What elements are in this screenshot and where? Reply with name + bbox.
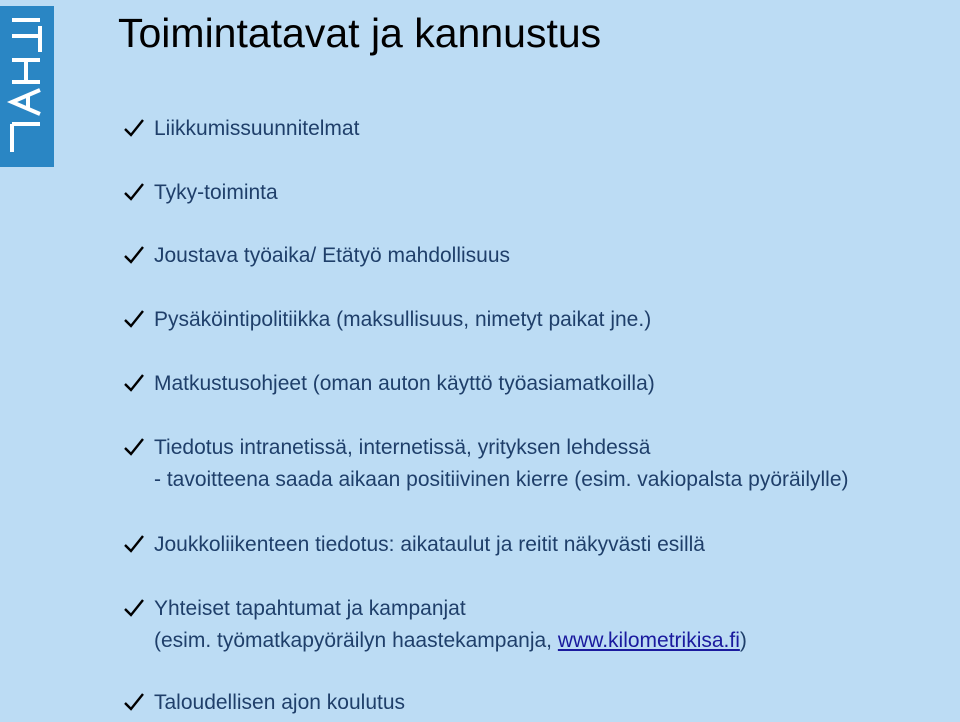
list-item-text: Matkustusohjeet (oman auton käyttö työasiamatkoilla)	[154, 372, 655, 395]
checkmark-icon	[123, 244, 145, 266]
link-prefix-text: (esim. työmatkapyöräilyn haastekampanja,	[154, 629, 558, 652]
slide-title: Toimintatavat ja kannustus	[118, 10, 602, 56]
checkmark-icon	[123, 308, 145, 330]
list-item-text: Yhteiset tapahtumat ja kampanjat	[154, 597, 466, 620]
checkmark-icon	[123, 597, 145, 619]
list-item-text: Joukkoliikenteen tiedotus: aikataulut ja reitit näkyvästi esillä	[154, 533, 705, 556]
list-item-text: Joustava työaika/ Etätyö mahdollisuus	[154, 244, 511, 267]
list-item-subtext: - tavoitteena saada aikaan positiivinen kierre (esim. vakiopalsta pyöräilylle)	[154, 468, 849, 491]
checkmark-icon	[123, 181, 145, 203]
list-item-text: Tiedotus intranetissä, internetissä, yrityksen lehdessä	[154, 436, 651, 459]
list-item-text: Pysäköintipolitiikka (maksullisuus, nimetyt paikat jne.)	[154, 308, 652, 331]
checkmark-icon	[123, 436, 145, 458]
checkmark-icon	[123, 533, 145, 555]
link-suffix-text: )	[739, 629, 747, 652]
list-item-subtext	[154, 628, 747, 654]
kilometrikisa-link[interactable]: www.kilometrikisa.fi	[557, 629, 740, 652]
list-item-text: Taloudellisen ajon koulutus	[154, 691, 406, 714]
list-item-text: Liikkumissuunnitelmat	[154, 117, 360, 140]
checkmark-icon	[123, 691, 145, 713]
list-item-text: Tyky-toiminta	[154, 181, 278, 204]
checkmark-icon	[123, 117, 145, 139]
checkmark-icon	[123, 372, 145, 394]
